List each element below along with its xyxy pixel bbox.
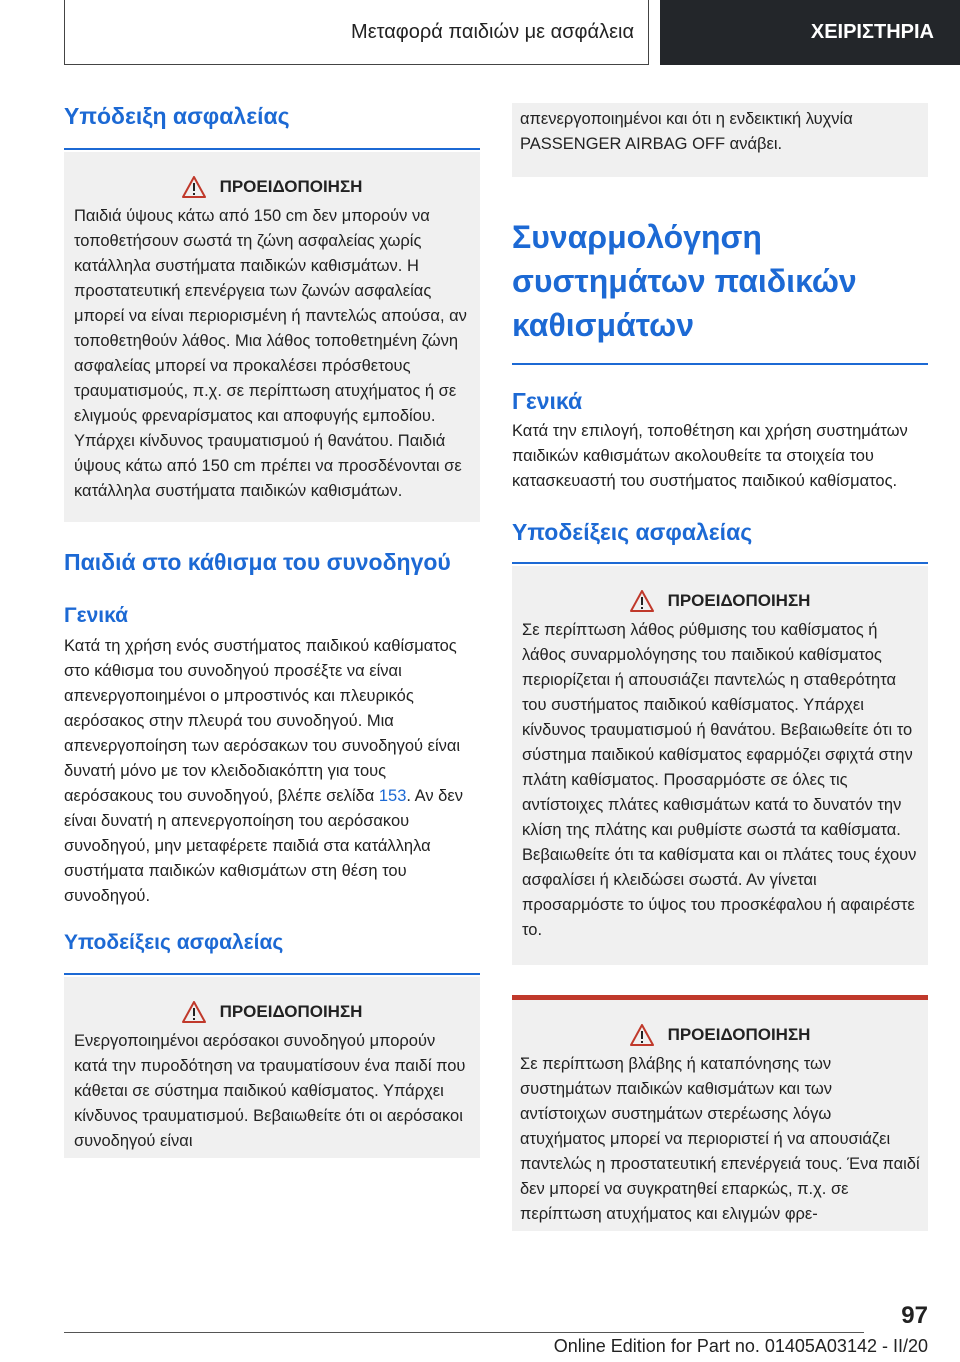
heading-general-text: Γενικά bbox=[64, 604, 129, 627]
warning-text: Σε περίπτωση βλάβης ή καταπόνησης των συστημάτων παιδικών καθισμάτων και των αντίστοιχων συστημάτων στερέωσης λόγω ατυχήματος μπορεί να περιοριστεί ή να απουσιάζει παντελώς η προστατευτική επενέργειά τους. Ένα παιδί δεν μπορεί να συγκρατηθεί επαρκώς, π.χ. σε περίπτωση ατυχήματος και ελιγμών φρε- bbox=[520, 1055, 920, 1223]
chapter-tab-label: ΧΕΙΡΙΣΤΗΡΙΑ bbox=[810, 21, 934, 43]
footer-divider bbox=[64, 1332, 864, 1333]
heading-safety-notes-right-text: Υποδείξεις ασφαλείας bbox=[512, 519, 753, 545]
warning-box-2 bbox=[64, 977, 480, 1158]
right-column bbox=[512, 103, 928, 1231]
warning-text: Παιδιά ύψους κάτω από 150 cm δεν μπορούν να τοποθετήσουν σωστά τη ζώνη ασφαλείας χωρίς κατάλληλα συστήματα παιδικών καθισμάτων. Η προστατευτική επενέργεια των ζωνών ασφαλείας μπορεί να είναι περιορισμένη ή παντελώς απούσα, αν τοποθετηθούν λάθος. Μια λάθος τοποθετημένη ζώνη ασφαλείας μπορεί να προκαλέσει πρόσθετους τραυματισμούς, π.χ. σε περίπτωση ατυχήματος ή σε ελιγμούς φρεναρίσματος και αποφυγής εμποδίου. Υπάρχει κίνδυνος τραυματισμού ή θανάτου. Παιδιά ύψους κάτω από 150 cm πρέπει να προσδένονται σε κατάλληλα συστήματα παιδικών καθισμάτων. bbox=[74, 207, 467, 500]
footer-edition-text: Online Edition for Part no. 01405A03142 - II/20 bbox=[553, 1336, 928, 1356]
heading-child-front-seat-text: Παιδιά στο κάθισμα του συνοδηγού bbox=[64, 549, 451, 575]
section-title-text: Μεταφορά παιδιών με ασφάλεια bbox=[351, 20, 634, 43]
heading-safety-notes-right bbox=[512, 516, 928, 564]
heading-safety-note bbox=[64, 100, 480, 150]
warning-triangle-icon bbox=[182, 1001, 206, 1023]
heading-safety-notes-text: Υποδείξεις ασφαλείας bbox=[64, 931, 284, 954]
chapter-tab bbox=[660, 0, 960, 65]
continued-warning-text bbox=[512, 103, 928, 177]
warning-triangle-icon bbox=[630, 590, 654, 612]
heading-assembly-text: Συναρμολόγηση συστημάτων παιδικών καθισμάτων bbox=[512, 219, 857, 343]
heading-general-right bbox=[512, 385, 928, 417]
paragraph-airbag bbox=[64, 634, 480, 909]
warning-triangle-icon bbox=[630, 1024, 654, 1046]
warning-title bbox=[74, 1001, 470, 1023]
warning-box-1 bbox=[64, 152, 480, 522]
warning-title bbox=[74, 176, 470, 198]
heading-child-front-seat bbox=[64, 546, 480, 578]
left-column bbox=[64, 100, 480, 1158]
heading-safety-note-text: Υπόδειξη ασφαλείας bbox=[64, 103, 290, 129]
heading-general-right-text: Γενικά bbox=[512, 388, 583, 414]
warning-triangle-icon bbox=[182, 176, 206, 198]
heading-general bbox=[64, 600, 480, 632]
paragraph-general-right: Κατά την επιλογή, τοποθέτηση και χρήση συστημάτων παιδικών καθισμάτων ακολουθείτε τα στοιχεία του κατασκευαστή του συστήματος παιδικού καθίσματος. bbox=[512, 422, 908, 490]
warning-title bbox=[522, 590, 918, 612]
continued-warning-text-content: απενεργοποιημένοι και ότι η ενδεικτική λυχνία PASSENGER AIRBAG OFF ανάβει. bbox=[520, 110, 853, 153]
warning-title bbox=[520, 1024, 920, 1046]
warning-text: Ενεργοποιημένοι αερόσακοι συνοδηγού μπορούν κατά την πυροδότηση να τραυματίσουν ένα παιδί που κάθεται σε σύστημα παιδικού καθίσματος. Υπάρχει κίνδυνος τραυματισμού. Βεβαιωθείτε ότι οι αερόσακοι συνοδηγού είναι bbox=[74, 1032, 466, 1150]
paragraph-airbag-part1: Κατά τη χρήση ενός συστήματος παιδικού καθίσματος στο κάθισμα του συνοδηγού προσέξτε να είναι απενεργοποιημένοι ο μπροστινός και πλευρικός αερόσακος στην πλευρά του συνοδηγού. Μια απενεργοποίηση των αερόσακων του συνοδηγού είναι δυνατή μόνο με τον κλειδοδιακόπτη για τους αερόσακους του συνοδηγού, βλέπε σελίδα bbox=[64, 637, 461, 805]
warning-title-text: ΠΡΟΕΙΔΟΠΟΙΗΣΗ bbox=[667, 591, 811, 610]
warning-title-text: ΠΡΟΕΙΔΟΠΟΙΗΣΗ bbox=[219, 1002, 363, 1021]
warning-box-3 bbox=[512, 566, 928, 965]
warning-title-text: ΠΡΟΕΙΔΟΠΟΙΗΣΗ bbox=[667, 1025, 811, 1044]
section-title bbox=[64, 0, 649, 65]
warning-box-4 bbox=[512, 995, 928, 1231]
paragraph-airbag-part2: . Αν δεν είναι δυνατή η απενεργοποίηση του αερόσακου συνοδηγού, μην μεταφέρετε παιδιά στα κατάλληλα συστήματα παιδικών καθισμάτων στη θέση του συνοδηγού. bbox=[64, 787, 463, 905]
page-number: 97 bbox=[901, 1302, 928, 1329]
warning-title-text: ΠΡΟΕΙΔΟΠΟΙΗΣΗ bbox=[219, 177, 363, 196]
warning-text: Σε περίπτωση λάθος ρύθμισης του καθίσματος ή λάθος συναρμολόγησης του παιδικού καθίσματος περιορίζεται ή απουσιάζει παντελώς η σταθερότητα του συστήματος παιδικού καθίσματος. Υπάρχει κίνδυνος τραυματισμού ή θανάτου. Βεβαιωθείτε ότι το σύστημα παιδικού καθίσματος εφαρμόζει σφιχτά στην πλάτη καθίσματος. Προσαρμόστε σε όλες τις αντίστοιχες πλάτες καθισμάτων κατά το δυνατόν την κλίση της πλάτης και ρυθμίστε σωστά τα καθίσματα. Βεβαιωθείτε ότι τα καθίσματα και οι πλάτες τους έχουν ασφαλίσει ή κλειδώσει σωστά. Αν γίνεται προσαρμόστε το ύψος του προσκέφαλου ή αφαιρέστε το. bbox=[522, 621, 917, 939]
page-reference-link[interactable]: 153 bbox=[378, 787, 407, 805]
heading-safety-notes bbox=[64, 927, 480, 975]
heading-assembly bbox=[512, 215, 928, 365]
